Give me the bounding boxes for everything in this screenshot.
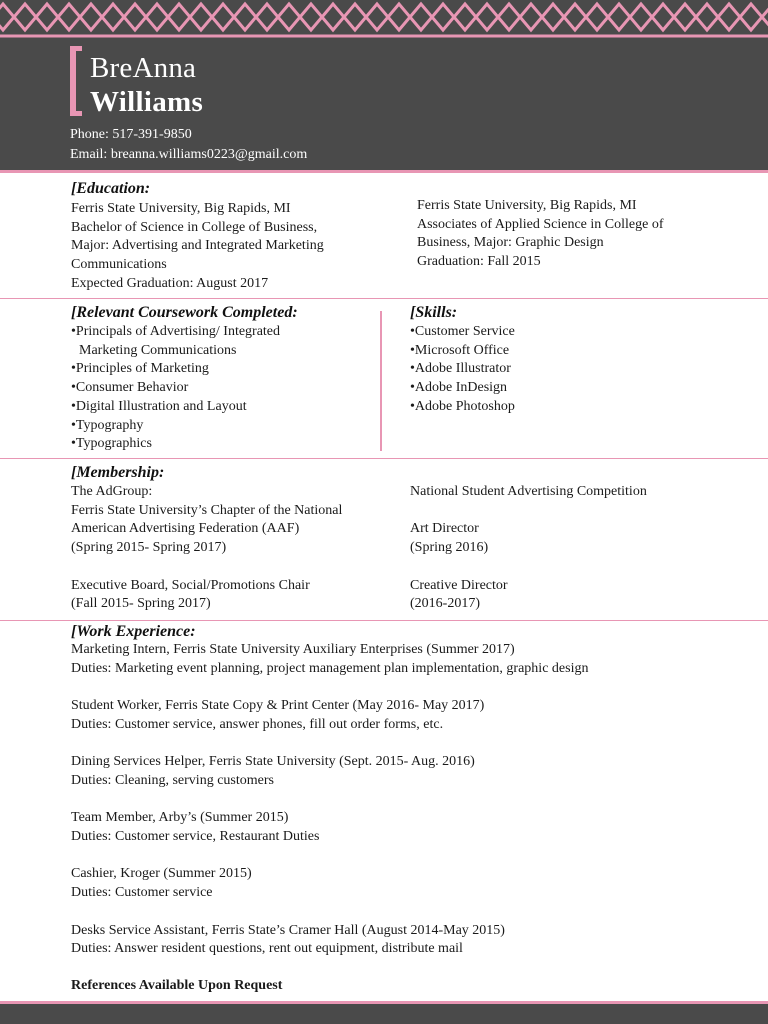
diamond-shape (454, 4, 476, 30)
footer-band (0, 1004, 768, 1024)
work-line: Duties: Marketing event planning, project management plan implementation, graphic design (71, 660, 589, 676)
coursework-item: •Typographics (71, 436, 152, 452)
section-divider (0, 620, 768, 621)
diamond-shape (278, 4, 300, 30)
skill-item: •Adobe Photoshop (410, 398, 515, 414)
diamond-shape (146, 4, 168, 30)
skills-list (410, 323, 515, 417)
diamond-shape (36, 4, 58, 30)
diamond-shape (564, 4, 586, 30)
diamond-shape (498, 4, 520, 30)
last-name: Williams (90, 86, 204, 118)
membership-line: National Student Advertising Competition (410, 484, 647, 499)
education-line: Business, Major: Graphic Design (417, 235, 604, 251)
membership-right (410, 483, 647, 614)
diamond-shape (718, 4, 740, 30)
education-line: Ferris State University, Big Rapids, MI (71, 201, 291, 216)
membership-line (71, 558, 342, 577)
work-line: Duties: Customer service (71, 885, 213, 901)
diamond-shape (190, 4, 212, 30)
diamond-shape (212, 4, 234, 30)
phone: Phone: 517-391-9850 (70, 127, 192, 142)
membership-line: American Advertising Federation (AAF) (71, 521, 300, 537)
diamond-shape (586, 4, 608, 30)
diamond-shape (630, 4, 652, 30)
membership-line (410, 558, 647, 577)
skills-title: [Skills: (410, 304, 458, 321)
diamond-shape (696, 4, 718, 30)
education-line: Associates of Applied Science in College of (417, 216, 664, 232)
diamond-shape (652, 4, 674, 30)
membership-line: Creative Director (410, 577, 508, 593)
name-bracket (70, 46, 82, 116)
membership-line: (Spring 2015- Spring 2017) (71, 540, 227, 556)
diamond-shape (542, 4, 564, 30)
membership-line: Executive Board, Social/Promotions Chair (71, 577, 310, 593)
diamond-shape (58, 4, 80, 30)
coursework-item: •Typography (71, 417, 144, 433)
education-title: [Education: (71, 180, 151, 197)
membership-line: The AdGroup: (71, 484, 153, 499)
education-line: Graduation: Fall 2015 (417, 254, 541, 270)
work-title: [Work Experience: (71, 623, 196, 640)
diamond-shape (388, 4, 410, 30)
work-line: Team Member, Arby’s (Summer 2015) (71, 810, 289, 826)
work-line: Dining Services Helper, Ferris State University (Sept. 2015- Aug. 2016) (71, 754, 475, 770)
membership-line: (Spring 2016) (410, 540, 489, 556)
skill-item: •Adobe InDesign (410, 380, 508, 396)
work-line (71, 847, 588, 866)
diamond-shape (300, 4, 322, 30)
diamond-shape (410, 4, 432, 30)
work-line: Marketing Intern, Ferris State University Auxiliary Enterprises (Summer 2017) (71, 642, 515, 657)
section-divider (0, 298, 768, 299)
membership-line: (2016-2017) (410, 596, 480, 612)
work-line (71, 735, 588, 754)
diamond-shape (234, 4, 256, 30)
diamond-shape (762, 4, 768, 30)
diamond-shape (124, 4, 146, 30)
skill-item: •Adobe Illustrator (410, 361, 511, 377)
diamond-shape (344, 4, 366, 30)
coursework-title: [Relevant Coursework Completed: (71, 304, 298, 321)
work-line (71, 791, 588, 810)
work-line: Duties: Cleaning, serving customers (71, 772, 274, 788)
education-line: Major: Advertising and Integrated Marketing (71, 238, 324, 254)
work-line: Duties: Customer service, Restaurant Duties (71, 829, 320, 845)
diamond-shape (102, 4, 124, 30)
coursework-item: Marketing Communications (79, 342, 237, 358)
header-banner (0, 0, 768, 170)
education-right (417, 197, 664, 272)
coursework-item: •Principles of Marketing (71, 361, 209, 377)
work-line: Duties: Customer service, answer phones, fill out order forms, etc. (71, 716, 444, 732)
header-divider (0, 170, 768, 173)
skill-item: •Microsoft Office (410, 342, 510, 358)
column-divider (380, 311, 382, 451)
work-line (71, 678, 588, 697)
first-name: BreAnna (90, 52, 197, 84)
skill-item: •Customer Service (410, 324, 515, 339)
membership-line: (Fall 2015- Spring 2017) (71, 596, 211, 612)
diamond-shape (168, 4, 190, 30)
education-line: Expected Graduation: August 2017 (71, 275, 269, 291)
membership-left (71, 483, 342, 614)
membership-line: Art Director (410, 521, 479, 537)
diamond-shape (608, 4, 630, 30)
diamond-shape (14, 4, 36, 30)
coursework-list (71, 323, 280, 454)
diamond-shape (674, 4, 696, 30)
diamond-shape (322, 4, 344, 30)
education-left (71, 200, 324, 294)
coursework-item: •Principals of Advertising/ Integrated (71, 324, 281, 339)
section-divider (0, 458, 768, 459)
diamond-shape (256, 4, 278, 30)
membership-line (410, 502, 647, 521)
work-line (71, 903, 588, 922)
education-line: Communications (71, 257, 167, 273)
work-list (71, 641, 588, 959)
coursework-item: •Digital Illustration and Layout (71, 398, 247, 414)
diamond-shape (80, 4, 102, 30)
diamond-pattern (0, 0, 768, 40)
email[interactable]: Email: breanna.williams0223@gmail.com (70, 147, 308, 162)
work-line: Duties: Answer resident questions, rent out equipment, distribute mail (71, 941, 463, 957)
diamond-shape (476, 4, 498, 30)
education-line: Ferris State University, Big Rapids, MI (417, 198, 637, 213)
education-line: Bachelor of Science in College of Business, (71, 219, 318, 235)
references-note: References Available Upon Request (71, 978, 283, 993)
diamond-shape (366, 4, 388, 30)
diamond-shape (0, 4, 14, 30)
work-line: Desks Service Assistant, Ferris State’s Cramer Hall (August 2014-May 2015) (71, 922, 505, 938)
membership-title: [Membership: (71, 464, 165, 481)
diamond-shape (520, 4, 542, 30)
coursework-item: •Consumer Behavior (71, 380, 189, 396)
diamond-shape (432, 4, 454, 30)
work-line: Cashier, Kroger (Summer 2015) (71, 866, 252, 882)
work-line: Student Worker, Ferris State Copy & Print Center (May 2016- May 2017) (71, 698, 485, 714)
membership-line: Ferris State University’s Chapter of the National (71, 502, 343, 518)
diamond-shape (740, 4, 762, 30)
